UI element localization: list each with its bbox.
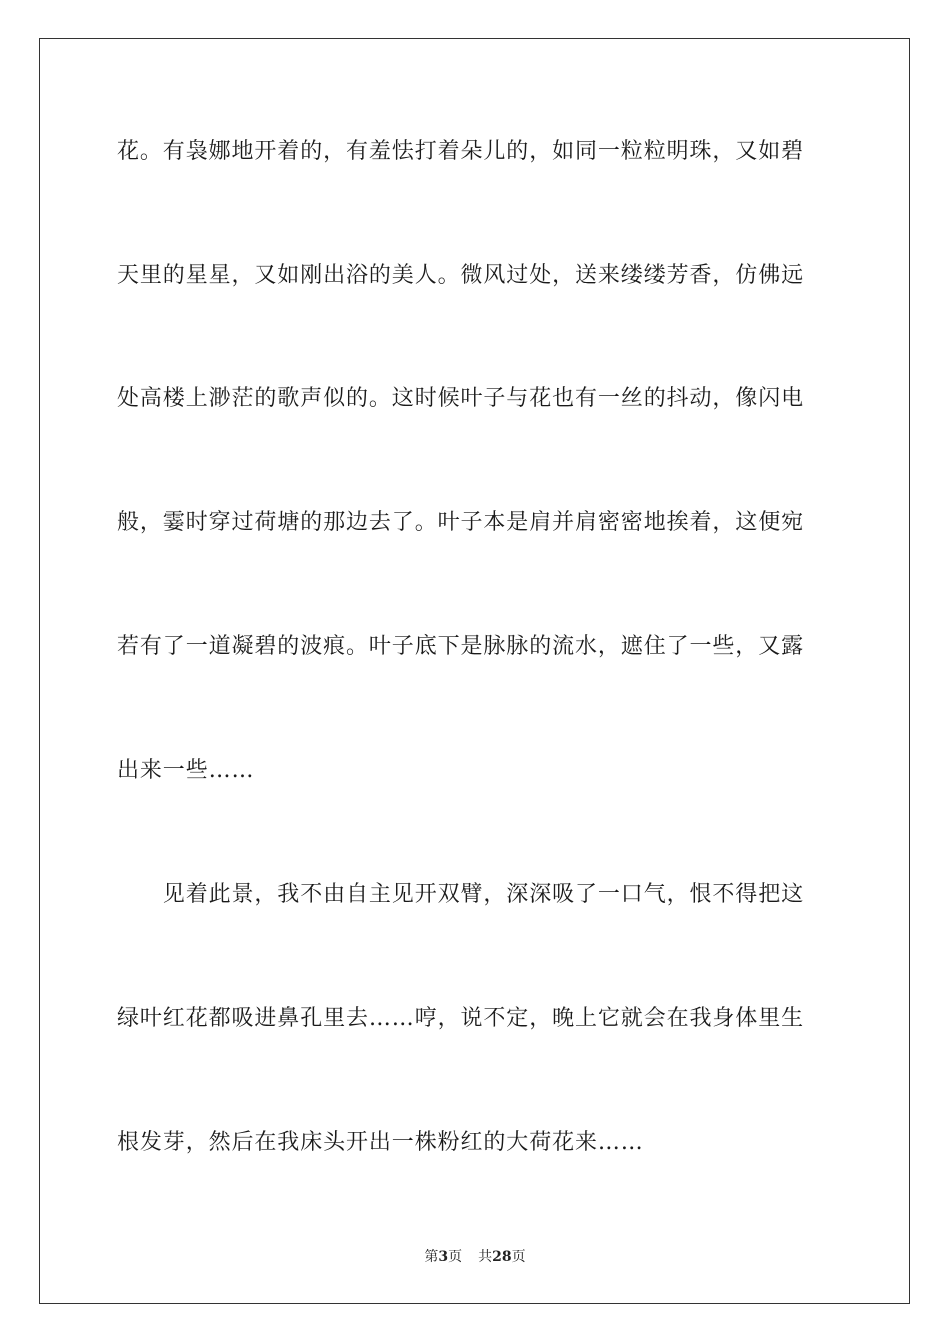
total-suffix: 页 [511, 1249, 526, 1265]
page-prefix: 第 [424, 1249, 439, 1265]
total-prefix: 共 [478, 1249, 493, 1265]
text-line: 若有了一道凝碧的波痕。叶子底下是脉脉的流水，遮住了一些，又露 [117, 634, 805, 659]
page-suffix: 页 [448, 1249, 463, 1265]
page-border [39, 38, 910, 1304]
text-line: 绿叶红花都吸进鼻孔里去……哼，说不定，晚上它就会在我身体里生 [117, 1006, 805, 1031]
text-line: 见着此景，我不由自主见开双臂，深深吸了一口气，恨不得把这 [117, 882, 805, 907]
text-line: 出来一些…… [117, 758, 255, 783]
text-line: 处高楼上渺茫的歌声似的。这时候叶子与花也有一丝的抖动，像闪电 [117, 386, 805, 411]
text-line: 花。有袅娜地开着的，有羞怯打着朵儿的，如同一粒粒明珠，又如碧 [117, 139, 805, 164]
text-line: 般，霎时穿过荷塘的那边去了。叶子本是肩并肩密密地挨着，这便宛 [117, 510, 805, 535]
page-footer [0, 1248, 950, 1266]
text-line: 根发芽，然后在我床头开出一株粉红的大荷花来…… [117, 1130, 644, 1155]
page-number: 3 [438, 1249, 449, 1265]
text-line: 天里的星星，又如刚出浴的美人。微风过处，送来缕缕芳香，仿佛远 [117, 263, 805, 288]
total-pages: 28 [492, 1249, 512, 1265]
